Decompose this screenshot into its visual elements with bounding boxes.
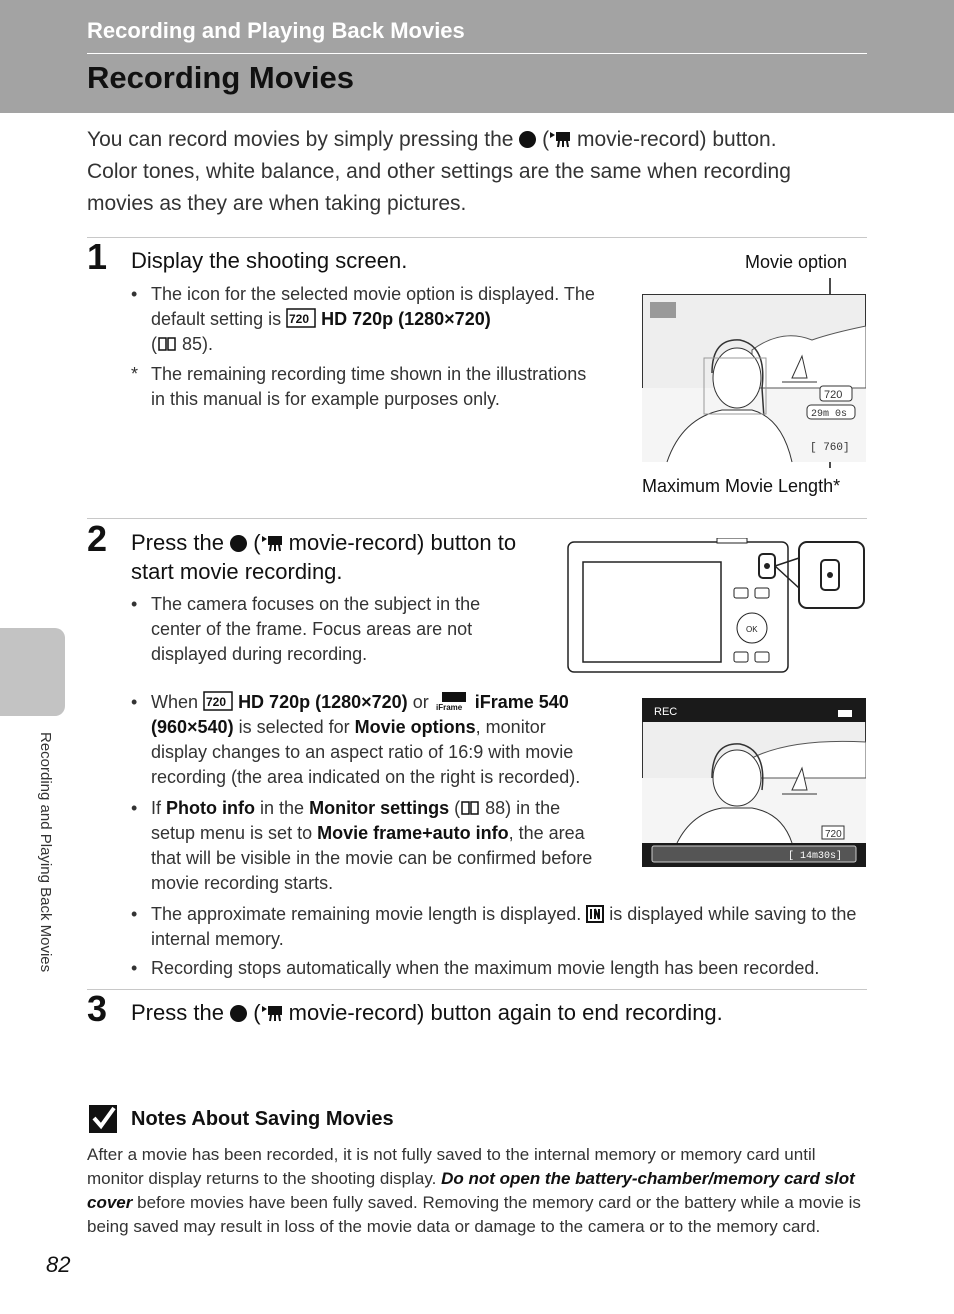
title-text: Press the bbox=[131, 1000, 224, 1025]
divider bbox=[87, 237, 867, 238]
footnote-text: The remaining recording time shown in the illustrations in this manual is for example purposes only. bbox=[151, 364, 587, 409]
movie-camera-icon bbox=[261, 534, 283, 552]
bullet-text: is selected for bbox=[238, 717, 350, 737]
bold-text: Movie options bbox=[354, 717, 476, 737]
bullet-text: or bbox=[412, 692, 429, 712]
bold-text: Movie frame+auto info bbox=[317, 823, 509, 843]
caption-max-length: Maximum Movie Length* bbox=[642, 476, 841, 496]
intro-text: You can record movies by simply pressing the bbox=[87, 128, 514, 151]
title-paren: ( bbox=[253, 1000, 261, 1025]
svg-text:iFrame: iFrame bbox=[435, 703, 462, 711]
notes-text: After a movie has been recorded, it is not fully saved to the internal memory or memory card until monitor display returns to the shooting display. bbox=[87, 1145, 816, 1188]
step-title bbox=[131, 998, 871, 1027]
720p-icon bbox=[203, 691, 233, 711]
title-text: Press the bbox=[131, 530, 224, 555]
footnote-mark: * bbox=[131, 364, 139, 384]
svg-text:720: 720 bbox=[206, 695, 227, 709]
bullet-text: The icon for the selected movie option is displayed. The default setting is bbox=[151, 284, 595, 329]
bullet-text: The camera focuses on the subject in the center of the frame. Focus areas are not displayed during recording. bbox=[151, 594, 481, 664]
bullet-text: , monitor display changes to an aspect ratio of 16:9 with movie recording (the area indicated on the right is recorded). bbox=[151, 717, 581, 787]
bold-text: HD 720p (1280×720) bbox=[238, 692, 408, 712]
internal-memory-icon bbox=[586, 905, 604, 923]
notes-text: before movies have been fully saved. Removing the memory card or the battery while a movie is being saved may result in loss of the movie data or damage to the camera or to the memory card. bbox=[87, 1193, 861, 1236]
svg-text:OK: OK bbox=[746, 625, 758, 634]
bullet-text: is displayed while saving to the internal memory. bbox=[151, 904, 857, 949]
divider bbox=[87, 989, 867, 990]
movie-camera-icon bbox=[261, 1004, 283, 1022]
bold-text: HD 720p (1280×720) bbox=[321, 309, 491, 329]
rec-label: REC bbox=[654, 706, 678, 718]
chapter-side-label: Recording and Playing Back Movies bbox=[37, 732, 54, 973]
title-text-end: movie-record) button to start movie recording. bbox=[131, 530, 517, 584]
bullet-text: If bbox=[151, 798, 162, 818]
bullet-text: , the area that will be visible in the movie can be confirmed before movie recording starts. bbox=[151, 823, 593, 893]
book-reference-icon bbox=[157, 336, 177, 352]
title-paren: ( bbox=[253, 530, 261, 555]
footnote bbox=[131, 362, 601, 412]
bullet-item: • The icon for the selected movie option is displayed. The default setting is 720 HD 720p (1280×720) ( 85). bbox=[131, 284, 595, 354]
movie-option-badge: 720 bbox=[825, 829, 842, 840]
step-title bbox=[131, 528, 551, 586]
bullet-item: • When 720 HD 720p (1280×720) or iFrame iFrame 540 (960×540) is selected for Movie options, monitor display changes to an aspect ratio of 16:9 with movie recording (the area indicated on the right is recorded). bbox=[131, 692, 581, 787]
movie-record-button-icon bbox=[230, 1005, 247, 1022]
camera-back-illustration bbox=[567, 538, 867, 674]
bullet-item: • If Photo info in the Monitor settings ( 88) in the setup menu is set to Movie frame+auto info, the area that will be visible in the movie can be confirmed before movie recording starts. bbox=[131, 798, 593, 893]
movie-option-badge: 720 bbox=[824, 389, 843, 401]
bullet-text: 88) in the setup menu is set to bbox=[151, 798, 561, 843]
step-title: Display the shooting screen. bbox=[131, 248, 408, 273]
page-number: 82 bbox=[46, 1252, 71, 1277]
divider bbox=[87, 518, 867, 519]
intro-paragraph bbox=[87, 124, 827, 220]
bullet-item: • The camera focuses on the subject in the center of the frame. Focus areas are not displayed during recording. bbox=[131, 592, 521, 667]
shooting-screen-illustration bbox=[642, 278, 866, 468]
bold-text: iFrame 540 (960×540) bbox=[151, 692, 569, 737]
bullet-text: ( bbox=[454, 798, 461, 818]
step-number: 3 bbox=[87, 988, 108, 1029]
bullet-text: The approximate remaining movie length is displayed. bbox=[151, 904, 582, 924]
bullet-text: in the bbox=[260, 798, 305, 818]
step-number: 1 bbox=[87, 236, 108, 277]
remaining-count: [ 760] bbox=[810, 442, 850, 454]
movie-camera-icon bbox=[549, 130, 571, 148]
intro-rest: Color tones, white balance, and other settings are the same when recording movies as they are when taking pictures. bbox=[87, 160, 791, 215]
page-title: Recording Movies bbox=[87, 60, 354, 95]
720p-icon bbox=[286, 308, 316, 328]
svg-text:720: 720 bbox=[289, 312, 310, 326]
ref-paren: ( bbox=[151, 334, 157, 354]
page-header bbox=[0, 0, 954, 113]
iframe-icon bbox=[434, 691, 470, 711]
bold-text: Photo info bbox=[166, 798, 256, 818]
bold-text: Monitor settings bbox=[309, 798, 450, 818]
ref-page: 85). bbox=[182, 334, 214, 354]
intro-paren: ( bbox=[542, 128, 550, 151]
caption-movie-option: Movie option bbox=[745, 252, 848, 272]
notes-title: Notes About Saving Movies bbox=[131, 1108, 394, 1130]
remaining-time: [ 14m30s] bbox=[788, 851, 843, 862]
bullet-item: • Recording stops automatically when the maximum movie length has been recorded. bbox=[131, 956, 871, 981]
book-reference-icon bbox=[460, 800, 480, 816]
notes-body bbox=[87, 1143, 867, 1239]
bullet-item: • The approximate remaining movie length is displayed. is displayed while saving to the internal memory. bbox=[131, 904, 857, 949]
intro-text-end: movie-record) button. bbox=[576, 128, 777, 151]
title-text-end: movie-record) button again to end recording. bbox=[288, 1000, 723, 1025]
remaining-time: 29m 0s bbox=[811, 409, 848, 420]
movie-record-button-icon bbox=[230, 535, 247, 552]
checkmark-icon bbox=[88, 1104, 118, 1134]
bullet-text: Recording stops automatically when the maximum movie length has been recorded. bbox=[151, 958, 820, 978]
section-title: Recording and Playing Back Movies bbox=[87, 18, 465, 43]
header-divider bbox=[87, 53, 867, 54]
chapter-tab bbox=[0, 628, 65, 716]
recording-screen-illustration bbox=[642, 698, 866, 868]
bullet-text: When bbox=[151, 692, 199, 712]
movie-record-button-icon bbox=[519, 131, 536, 148]
notes-warning: Do not open the battery-chamber/memory card slot cover bbox=[87, 1169, 855, 1212]
step-number: 2 bbox=[87, 518, 108, 559]
